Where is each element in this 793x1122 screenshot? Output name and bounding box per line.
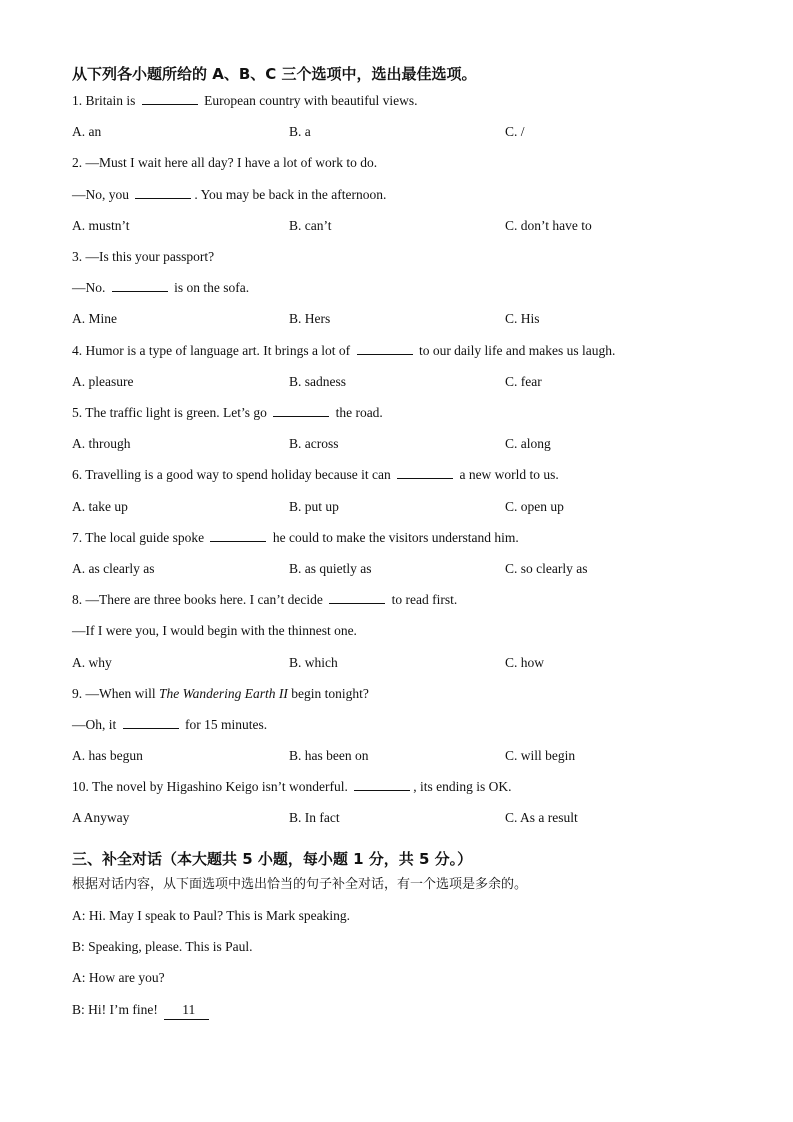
q8-reply: —If I were you, I would begin with the thinnest one. bbox=[72, 623, 357, 638]
movie-title: The Wandering Earth II bbox=[159, 686, 288, 701]
question-4-line-1 bbox=[72, 342, 615, 360]
q9-reply-post: for 15 minutes. bbox=[181, 717, 268, 732]
q1-text-pre: 1. Britain is bbox=[72, 93, 139, 108]
q1-text-post: European country with beautiful views. bbox=[200, 93, 418, 108]
option-a: A. pleasure bbox=[72, 374, 134, 389]
q5-text-pre: 5. The traffic light is green. Let’s go bbox=[72, 405, 271, 420]
answer-blank bbox=[357, 342, 413, 355]
q2-text-post: . You may be back in the afternoon. bbox=[194, 187, 387, 202]
section-heading: 从下列各小题所给的 A、B、C 三个选项中，选出最佳选项。 bbox=[72, 65, 477, 83]
option-a: A. take up bbox=[72, 499, 128, 514]
q2-text: 2. —Must I wait here all day? I have a lot of work to do. bbox=[72, 155, 378, 170]
q10-text-post: , its ending is OK. bbox=[413, 779, 512, 794]
option-c: C. fear bbox=[505, 374, 542, 389]
q2-text-pre: —No, you bbox=[72, 187, 133, 202]
q3-text-pre: —No. bbox=[72, 280, 109, 295]
q3-text: 3. —Is this your passport? bbox=[72, 249, 215, 264]
option-c: C. open up bbox=[505, 499, 564, 514]
option-b: B. sadness bbox=[289, 374, 346, 389]
question-6-line-1 bbox=[72, 466, 559, 484]
question-1-line-1 bbox=[72, 92, 417, 110]
answer-blank bbox=[123, 716, 179, 729]
option-b: B. can’t bbox=[289, 218, 332, 233]
answer-blank bbox=[112, 279, 168, 292]
q10-text-pre: 10. The novel by Higashino Keigo isn’t wonderful. bbox=[72, 779, 352, 794]
option-a: A. mustn’t bbox=[72, 218, 130, 233]
dialogue-line-2: B: Speaking, please. This is Paul. bbox=[72, 939, 253, 954]
q7-text-pre: 7. The local guide spoke bbox=[72, 530, 208, 545]
q8-text-pre: 8. —There are three books here. I can’t decide bbox=[72, 592, 327, 607]
answer-blank bbox=[135, 186, 191, 199]
q9-reply-pre: —Oh, it bbox=[72, 717, 120, 732]
option-c: C. will begin bbox=[505, 748, 576, 763]
q4-text-post: to our daily life and makes us laugh. bbox=[415, 343, 616, 358]
option-a: A. an bbox=[72, 124, 102, 139]
q4-text-pre: 4. Humor is a type of language art. It brings a lot of bbox=[72, 343, 354, 358]
option-a: A. has begun bbox=[72, 748, 143, 763]
dialogue-line-1: A: Hi. May I speak to Paul? This is Mark speaking. bbox=[72, 908, 350, 923]
answer-blank bbox=[354, 778, 410, 791]
section-3-heading: 三、补全对话（本大题共 5 小题，每小题 1 分，共 5 分。） bbox=[72, 850, 473, 868]
question-8-line-1 bbox=[72, 591, 457, 609]
dialogue-line-4 bbox=[72, 1001, 209, 1020]
dialogue-line-3: A: How are you? bbox=[72, 970, 165, 985]
option-a: A. as clearly as bbox=[72, 561, 155, 576]
question-2-line-1 bbox=[72, 154, 377, 172]
question-3-line-1 bbox=[72, 248, 214, 266]
option-c: C. As a result bbox=[505, 810, 578, 825]
answer-blank bbox=[397, 466, 453, 479]
option-b: B. a bbox=[289, 124, 311, 139]
option-b: B. In fact bbox=[289, 810, 340, 825]
question-9-line-2 bbox=[72, 716, 267, 734]
question-8-line-2 bbox=[72, 622, 357, 640]
answer-blank bbox=[210, 529, 266, 542]
option-b: B. which bbox=[289, 655, 338, 670]
q9-text-pre: 9. —When will bbox=[72, 686, 159, 701]
option-b: B. has been on bbox=[289, 748, 369, 763]
option-c: C. how bbox=[505, 655, 545, 670]
option-b: B. Hers bbox=[289, 311, 331, 326]
option-c: C. along bbox=[505, 436, 551, 451]
option-c: C. His bbox=[505, 311, 540, 326]
question-2-line-2 bbox=[72, 186, 386, 204]
option-b: B. as quietly as bbox=[289, 561, 372, 576]
question-9-line-1 bbox=[72, 685, 369, 703]
answer-blank bbox=[329, 591, 385, 604]
q9-text-post: begin tonight? bbox=[287, 686, 369, 701]
option-b: B. put up bbox=[289, 499, 339, 514]
option-a: A. through bbox=[72, 436, 131, 451]
dialogue-blank-number: 11 bbox=[164, 1001, 209, 1020]
q8-text-post: to read first. bbox=[388, 592, 458, 607]
q7-text-post: he could to make the visitors understand him. bbox=[269, 530, 519, 545]
option-a: A Anyway bbox=[72, 810, 130, 825]
question-10-line-1 bbox=[72, 778, 511, 796]
option-c: C. don’t have to bbox=[505, 218, 592, 233]
dialogue-line-4-text: B: Hi! I’m fine! bbox=[72, 1002, 162, 1017]
q6-text-post: a new world to us. bbox=[456, 467, 559, 482]
option-b: B. across bbox=[289, 436, 339, 451]
q3-text-post: is on the sofa. bbox=[170, 280, 250, 295]
option-a: A. why bbox=[72, 655, 112, 670]
option-c: C. so clearly as bbox=[505, 561, 588, 576]
option-c: C. / bbox=[505, 124, 525, 139]
section-3-instruction: 根据对话内容，从下面选项中选出恰当的句子补全对话，有一个选项是多余的。 bbox=[72, 877, 528, 892]
answer-blank bbox=[142, 92, 198, 105]
question-5-line-1 bbox=[72, 404, 383, 422]
q5-text-post: the road. bbox=[332, 405, 383, 420]
q6-text-pre: 6. Travelling is a good way to spend holiday because it can bbox=[72, 467, 395, 482]
answer-blank bbox=[273, 404, 329, 417]
question-3-line-2 bbox=[72, 279, 249, 297]
option-a: A. Mine bbox=[72, 311, 117, 326]
question-7-line-1 bbox=[72, 529, 519, 547]
